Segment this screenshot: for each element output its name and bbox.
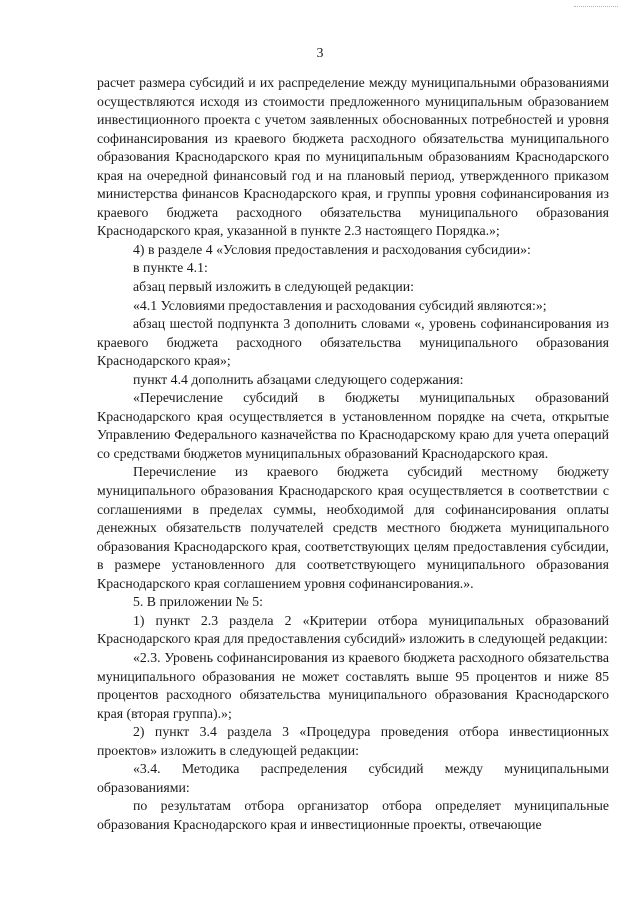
paragraph: Перечисление из краевого бюджета субсидий местному бюджету муниципального образования Краснодарского края осуществляется в соответствии с соглашениями в пределах суммы, необходимой для софинансирования оплаты денежных обязательств получателей средств местного бюджета муниципального образования Краснодарского края, соответствующих целям предоставления субсидии, в размере установленного для соответствующего муниципального образования Краснодарского края соглашением уровня софинансирования.». <box>97 464 609 591</box>
paragraph: в пункте 4.1: <box>133 260 208 276</box>
paragraph: «3.4. Методика распределения субсидий между муниципальными образованиями: <box>97 761 609 795</box>
scan-mark <box>574 6 618 9</box>
document-body <box>97 74 609 834</box>
paragraph: абзац первый изложить в следующей редакции: <box>133 279 414 295</box>
paragraph: 5. В приложении № 5: <box>133 594 263 610</box>
paragraph: расчет размера субсидий и их распределение между муниципальными образованиями осуществляются исходя из стоимости предложенного муниципальным образованием инвестиционного проекта с учетом заявленных обоснованных потребностей и уровня софинансирования из краевого бюджета расходного обязательства муниципального образования Краснодарского края по муниципальным образованиям Краснодарского края на очередной финансовый год и на плановый период, утвержденного приказом министерства финансов Краснодарского края, и группы уровня софинансирования из краевого бюджета расходного обязательства муниципального образования Краснодарского края, указанной в пункте 2.3 настоящего Порядка.»; <box>97 75 609 239</box>
paragraph: «4.1 Условиями предоставления и расходования субсидий являются:»; <box>133 297 547 313</box>
paragraph: 4) в разделе 4 «Условия предоставления и расходования субсидии»: <box>133 241 531 257</box>
paragraph: 1) пункт 2.3 раздела 2 «Критерии отбора муниципальных образований Краснодарского края для предоставления субсидий» изложить в следующей редакции: <box>97 612 609 647</box>
paragraph: «2.3. Уровень софинансирования из краевого бюджета расходного обязательства муниципального образования не может составлять выше 95 процентов и ниже 85 процентов расходного обязательства муниципального образования Краснодарского края (вторая группа).»; <box>97 649 609 721</box>
paragraph: абзац шестой подпункта 3 дополнить словами «, уровень софинансирования из краевого бюджета расходного обязательства муниципального образования Краснодарского края»; <box>97 316 609 369</box>
paragraph: пункт 4.4 дополнить абзацами следующего содержания: <box>133 371 464 387</box>
paragraph: «Перечисление субсидий в бюджеты муниципальных образований Краснодарского края осуществляется в установленном порядке на счета, открытые Управлению Федерального казначейства по Краснодарскому краю для учета операций со средствами бюджетов муниципальных образований Краснодарского края. <box>97 390 609 461</box>
page-number: 3 <box>316 46 324 61</box>
paragraph: 2) пункт 3.4 раздела 3 «Процедура проведения отбора инвестиционных проектов» изложить в следующей редакции: <box>97 724 609 758</box>
paragraph: по результатам отбора организатор отбора определяет муниципальные образования Краснодарского края и инвестиционные проекты, отвечающие <box>97 798 609 832</box>
